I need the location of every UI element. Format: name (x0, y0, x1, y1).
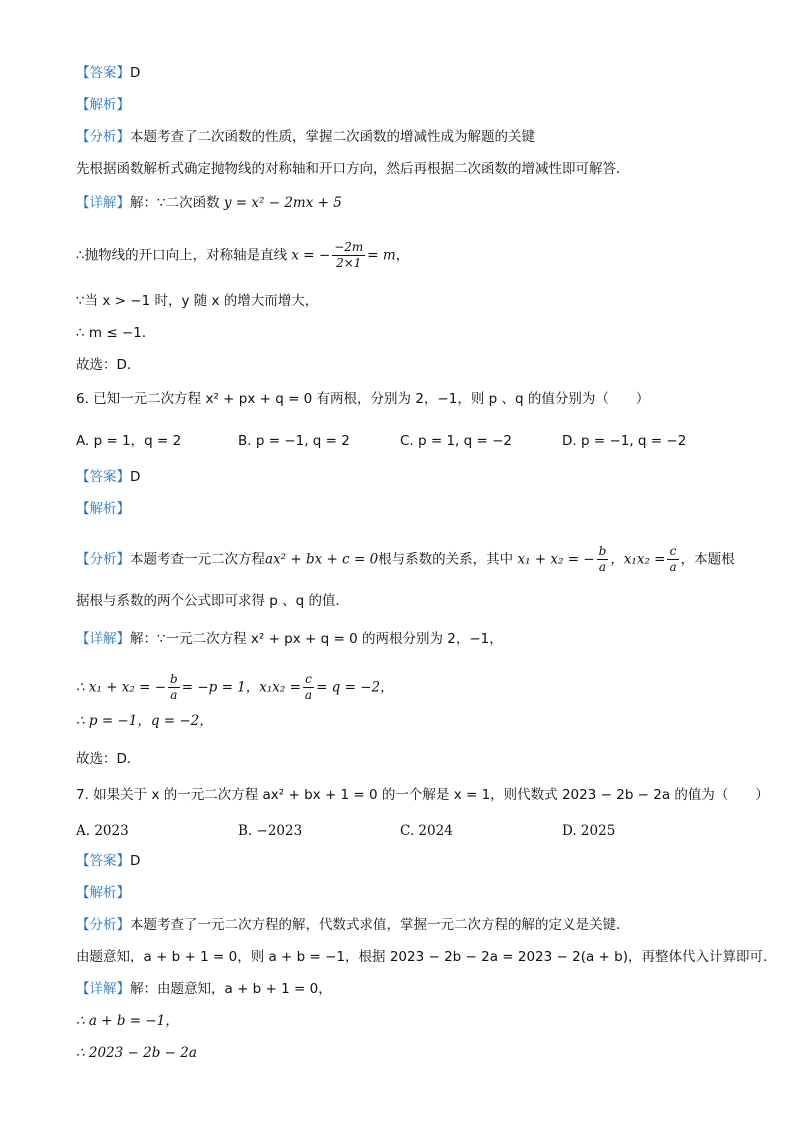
prod-fraction (667, 544, 678, 575)
detail-text: 解：由题意知，a + b + 1 = 0， (130, 981, 332, 997)
fenxi-text3: ，本题根 (680, 551, 735, 568)
answer-value: D (130, 853, 141, 869)
axis-numerator: −2m (334, 240, 364, 254)
fenxi-text2: 根与系数的关系，其中 (378, 551, 514, 568)
q7-option-a: A. 2023 (76, 823, 129, 839)
detail-tag: 【详解】 (76, 981, 130, 997)
axis-denominator: 2×1 (336, 256, 362, 270)
q7-stem: 7. 如果关于 x 的一元二次方程 ax² + bx + 1 = 0 的一个解是 x = 1，则代数式 2023 − 2b − 2a 的值为（ ） (76, 787, 769, 803)
q6-option-d: D. p = −1, q = −2 (562, 433, 687, 449)
q6-option-a: A. p = 1，q = 2 (76, 433, 182, 449)
sum-lhs: x₁ + x₂ = − (517, 551, 595, 568)
detail-tag: 【详解】 (76, 631, 130, 647)
q5-condition-line: ∵当 x > −1 时，y 随 x 的增大而增大， (76, 293, 319, 309)
answer-tag: 【答案】 (76, 469, 130, 485)
q7-step2: ∴ 2023 − 2b − 2a (76, 1045, 197, 1061)
fenxi-text: 本题考查了二次函数的性质，掌握二次函数的增减性成为解题的关键 (130, 129, 535, 145)
prod-lhs: ，x₁x₂ = (610, 551, 666, 568)
calc-prod-fraction (303, 672, 314, 703)
q5-fenxi-line (76, 128, 535, 146)
q6-stem: 6. 已知一元二次方程 x² + px + q = 0 有两根，分别为 2，−1，则 p 、q 的值分别为（ ） (76, 391, 650, 407)
q7-answer-line (76, 852, 140, 870)
q6-choose-line: 故选：D． (76, 751, 141, 767)
q5-detail-line (76, 194, 342, 212)
detail-prefix: 解：∵二次函数 (130, 195, 220, 211)
answer-tag: 【答案】 (76, 65, 130, 81)
calc-prod-rhs: = q = −2， (316, 679, 394, 696)
sum-fraction (597, 544, 609, 575)
q7-detail-line (76, 980, 332, 998)
q6-detail-line (76, 630, 503, 648)
q7-options (76, 822, 716, 840)
fenxi-equation: ax² + bx + c = 0 (265, 551, 379, 568)
q5-result-line: ∴ m ≤ −1． (76, 325, 156, 341)
prod-numerator: c (667, 544, 678, 560)
calc-sum-lhs: ∴ x₁ + x₂ = − (76, 679, 167, 696)
q7-option-c: C. 2024 (400, 823, 453, 839)
calc-sum-rhs: = −p = 1，x₁x₂ = (181, 679, 301, 696)
q6-options (76, 432, 716, 450)
q6-option-c: C. p = 1, q = −2 (400, 433, 513, 449)
q6-option-b: B. p = −1, q = 2 (238, 433, 350, 449)
fenxi-text1: 本题考查一元二次方程 (130, 551, 265, 568)
q7-option-b: B. −2023 (238, 823, 303, 839)
fenxi-tag: 【分析】 (76, 129, 130, 145)
q6-result-line: ∴ p = −1，q = −2， (76, 713, 213, 729)
q5-answer-line (76, 64, 140, 82)
q5-method-line: 先根据函数解析式确定抛物线的对称轴和开口方向，然后再根据二次函数的增减性即可解答． (76, 161, 630, 177)
calc-sum-numerator: b (170, 672, 178, 686)
axis-end: ， (395, 247, 410, 264)
answer-value: D (130, 469, 141, 485)
q6-answer-line (76, 468, 140, 486)
fenxi-text: 本题考查了一元二次方程的解，代数式求值，掌握一元二次方程的解的定义是关键． (130, 917, 630, 933)
q7-method-line: 由题意知，a + b + 1 = 0，则 a + b = −1，根据 2023 − 2b − 2a = 2023 − 2(a + b)，再整体代入计算即可． (76, 949, 777, 965)
fenxi-tag: 【分析】 (76, 917, 130, 933)
function-equation: y = x² − 2mx + 5 (223, 195, 342, 211)
q5-axis-line (76, 240, 409, 271)
answer-value: D (130, 65, 141, 81)
q7-analysis-tag: 【解析】 (76, 885, 130, 901)
detail-text: 解：∵一元二次方程 x² + px + q = 0 的两根分别为 2，−1， (130, 631, 503, 647)
answer-tag: 【答案】 (76, 853, 130, 869)
calc-prod-denominator: a (304, 688, 313, 702)
q7-step1: ∴ a + b = −1， (76, 1013, 179, 1029)
calc-sum-fraction (168, 672, 180, 703)
q6-fenxi-line (76, 544, 735, 575)
q7-option-d: D. 2025 (562, 823, 616, 839)
fenxi-tag: 【分析】 (76, 551, 130, 568)
q6-analysis-tag: 【解析】 (76, 501, 130, 517)
calc-sum-denominator: a (170, 688, 178, 702)
q6-calc-line (76, 672, 394, 703)
axis-rhs: = m (367, 247, 396, 264)
q5-choose-line: 故选：D． (76, 357, 141, 373)
axis-fraction (332, 240, 365, 271)
q5-analysis-tag: 【解析】 (76, 97, 130, 113)
sum-numerator: b (598, 544, 607, 558)
calc-prod-numerator: c (303, 672, 314, 688)
axis-prefix: ∴抛物线的开口向上，对称轴是直线 (76, 247, 288, 264)
axis-lhs: x = − (291, 247, 331, 264)
detail-tag: 【详解】 (76, 195, 130, 211)
q7-fenxi-line (76, 916, 630, 934)
sum-denominator: a (598, 560, 607, 574)
q6-fenxi-line2: 据根与系数的两个公式即可求得 p 、q 的值． (76, 593, 350, 609)
prod-denominator: a (669, 560, 677, 574)
